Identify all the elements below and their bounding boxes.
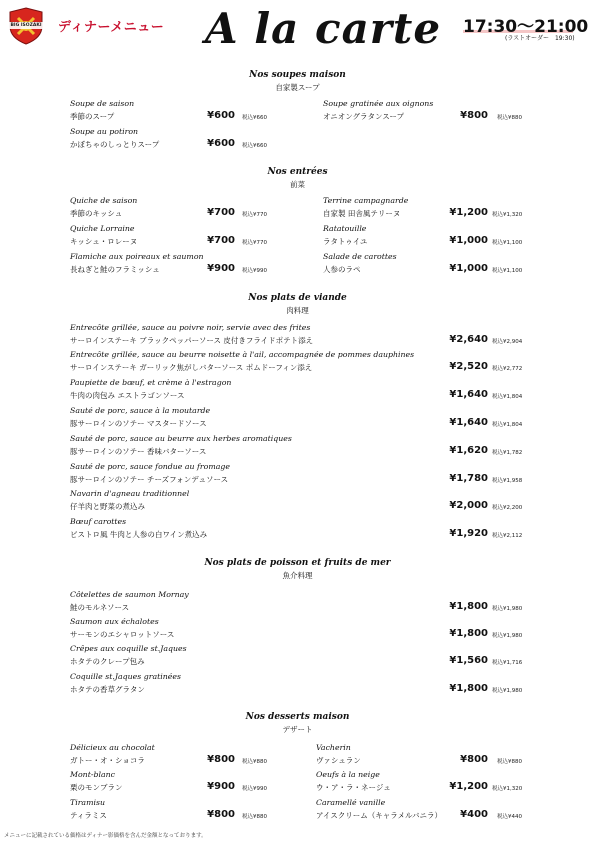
item-price: ¥800 [460,754,488,765]
item-price: ¥1,920 [449,528,488,539]
item-tax-price: 税込¥880 [497,759,522,765]
item-name-jp: ホタテの香草グラタン [70,685,145,694]
item-name-fr: Terrine campagnarde [323,196,409,205]
item-name-jp: 季節のスープ [70,112,115,121]
item-name-fr: Paupiette de bœuf, et crème à l'estragon [70,378,232,387]
item-name-jp: 鮭のモルネソース [70,603,130,612]
item-tax-price: 税込¥880 [497,115,522,121]
item-tax-price: 税込¥1,804 [492,422,523,428]
item-tax-price: 税込¥1,320 [492,786,523,792]
item-price: ¥1,640 [449,417,488,428]
item-price: ¥1,800 [449,628,488,639]
item-name-fr: Sauté de porc, sauce à la moutarde [70,406,211,415]
item-price: ¥1,780 [449,473,488,484]
item-tax-price: 税込¥2,772 [492,366,523,372]
item-tax-price: 税込¥1,804 [492,394,523,400]
item-name-jp: 豚サーロインのソテー 香味バターソース [70,447,207,456]
item-tax-price: 税込¥1,958 [492,478,523,484]
section-subtitle-meats: 肉料理 [286,306,309,315]
item-price: ¥900 [207,781,235,792]
section-subtitle-fish: 魚介料理 [282,571,313,580]
item-name-jp: 牛肉の肉包み エストラゴンソース [70,391,185,400]
item-tax-price: 税込¥2,200 [492,505,523,511]
item-name-jp: ホタテのクレープ包み [70,657,145,666]
item-price: ¥1,800 [449,683,488,694]
item-name-fr: Tiramisu [70,798,105,807]
item-name-fr: Quiche de saison [70,196,138,205]
item-tax-price: 税込¥1,716 [492,660,523,666]
item-price: ¥1,800 [449,601,488,612]
item-tax-price: 税込¥1,782 [492,450,523,456]
item-name-jp: ウ・ア・ラ・ネージュ [316,783,391,792]
item-name-fr: Entrecôte grillée, sauce au beurre noisette à l'ail, accompagnée de pommes dauphines [70,350,415,359]
item-tax-price: 税込¥2,904 [492,339,523,345]
item-price: ¥400 [460,809,488,820]
item-name-fr: Coquille st.Jaques gratinées [70,672,181,681]
item-name-jp: 季節のキッシュ [70,209,123,218]
item-tax-price: 税込¥1,980 [492,633,523,639]
page-title: A la carte [205,4,442,53]
dinner-menu-label: ディナーメニュー [58,20,165,35]
item-name-jp: 仔羊肉と野菜の煮込み [70,502,145,511]
item-name-fr: Navarin d'agneau traditionnel [70,489,190,498]
item-name-fr: Soupe de saison [70,99,135,108]
item-price: ¥2,520 [449,361,488,372]
item-name-jp: アイスクリーム（キャラメルバニラ） [316,811,442,820]
item-price: ¥1,200 [449,781,488,792]
item-price: ¥900 [207,263,235,274]
item-name-jp: 豚サーロインのソテー チーズフォンデュソース [70,475,229,484]
section-title-entrees: Nos entrées [267,167,328,177]
item-price: ¥700 [207,235,235,246]
item-price: ¥800 [460,110,488,121]
item-name-jp: ティラミス [70,811,107,820]
item-name-fr: Délicieux au chocolat [70,743,155,752]
footer-note: メニューに記載されている価格はディナー影価格を含んだ金額となっております。 [4,833,207,839]
item-name-jp: 栗のモンブラン [70,783,123,792]
item-name-fr: Oeufs à la neige [316,770,380,779]
section-subtitle-entrees: 前菜 [290,180,305,189]
item-tax-price: 税込¥880 [242,759,267,765]
item-tax-price: 税込¥660 [242,143,267,149]
item-name-jp: ヴァシュラン [316,756,361,765]
item-name-jp: かぼちゃのしっとりスープ [70,140,160,149]
item-name-fr: Ratatouille [323,224,367,233]
item-tax-price: 税込¥770 [242,212,267,218]
item-tax-price: 税込¥1,100 [492,268,523,274]
item-tax-price: 税込¥660 [242,115,267,121]
item-name-fr: Sauté de porc, sauce fondue au fromage [70,462,230,471]
section-title-fish: Nos plats de poisson et fruits de mer [204,558,391,568]
item-price: ¥2,640 [449,334,488,345]
item-name-jp: 豚サーロインのソテー マスタードソース [70,419,207,428]
item-price: ¥1,560 [449,655,488,666]
item-tax-price: 税込¥1,980 [492,688,523,694]
item-name-jp: 人参のラペ [323,265,361,274]
item-tax-price: 税込¥880 [242,814,267,820]
item-tax-price: 税込¥990 [242,268,267,274]
item-price: ¥800 [207,809,235,820]
item-name-fr: Soupe au potiron [70,127,139,136]
item-price: ¥1,000 [449,235,488,246]
restaurant-logo [6,6,46,46]
item-name-fr: Sauté de porc, sauce au beurre aux herbes aromatiques [70,434,292,443]
item-name-jp: サーモンのエシャロットソース [70,630,175,639]
section-title-meats: Nos plats de viande [248,293,347,303]
item-price: ¥1,620 [449,445,488,456]
item-name-fr: Côtelettes de saumon Mornay [70,590,189,599]
item-tax-price: 税込¥1,320 [492,212,523,218]
section-title-soups: Nos soupes maison [249,70,346,80]
item-name-fr: Quiche Lorraine [70,224,135,233]
item-name-jp: キッシュ・ロレーヌ [70,237,138,246]
item-name-fr: Flamiche aux poireaux et saumon [70,252,204,261]
item-name-fr: Caramellé vanille [316,798,386,807]
item-tax-price: 税込¥440 [497,814,522,820]
item-price: ¥800 [207,754,235,765]
opening-hours: 17:30〜21:00 [463,17,589,37]
item-tax-price: 税込¥770 [242,240,267,246]
item-price: ¥2,000 [449,500,488,511]
item-price: ¥600 [207,110,235,121]
item-price: ¥1,640 [449,389,488,400]
item-name-fr: Crêpes aux coquille st.Jaques [70,644,187,653]
item-name-fr: Mont-blanc [70,770,115,779]
last-order-note: (ラストオーダー 19:30) [505,35,575,42]
item-name-fr: Saumon aux échalotes [70,617,159,626]
item-name-fr: Salade de carottes [323,252,397,261]
item-name-jp: ラタトゥイユ [323,237,368,246]
item-name-jp: サーロインステーキ ブラックペッパーソース 皮付きフライドポテト添え [70,336,314,345]
item-name-jp: ガトー・オ・ショコラ [70,756,145,765]
section-subtitle-desserts: デザート [282,725,313,734]
item-name-jp: 自家製 田舎風テリーヌ [323,209,401,218]
item-tax-price: 税込¥1,100 [492,240,523,246]
item-name-jp: ビストロ風 牛肉と人参の白ワイン煮込み [70,530,208,539]
item-name-fr: Bœuf carottes [70,517,127,526]
section-subtitle-soups: 自家製スープ [275,83,320,92]
section-title-desserts: Nos desserts maison [245,712,350,722]
item-name-jp: サーロインステーキ ガーリック焦がしバターソース ポムドーフィン添え [70,363,313,372]
item-price: ¥1,000 [449,263,488,274]
logo-text: BIG ISOZAKI [10,23,42,28]
item-name-fr: Entrecôte grillée, sauce au poivre noir, servie avec des frites [70,323,311,332]
item-price: ¥600 [207,138,235,149]
item-name-fr: Soupe gratinée aux oignons [323,99,434,108]
item-tax-price: 税込¥2,112 [492,533,523,539]
item-price: ¥700 [207,207,235,218]
item-name-jp: オニオングラタンスープ [323,112,404,121]
item-tax-price: 税込¥1,980 [492,606,523,612]
item-price: ¥1,200 [449,207,488,218]
item-name-jp: 長ねぎと鮭のフラミッシュ [70,265,160,274]
item-tax-price: 税込¥990 [242,786,267,792]
item-name-fr: Vacherin [316,743,351,752]
